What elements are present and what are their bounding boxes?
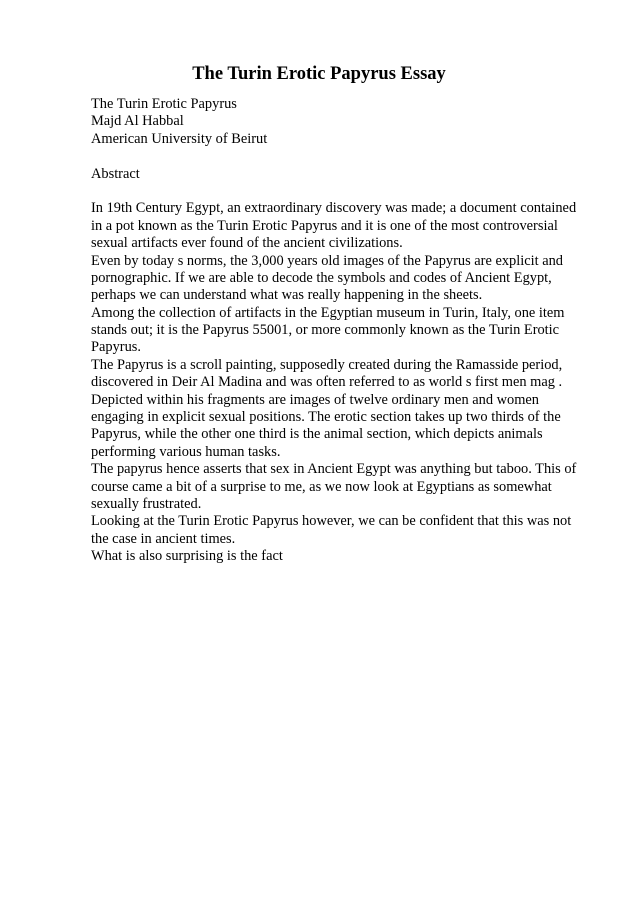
body-line: Among the collection of artifacts in the Egyptian museum in Turin, Italy, one item — [91, 304, 565, 321]
body-line: pornographic. If we are able to decode the symbols and codes of Ancient Egypt, — [91, 269, 552, 286]
body-line: Looking at the Turin Erotic Papyrus however, we can be confident that this was not — [91, 513, 572, 530]
abstract-label: Abstract — [91, 165, 140, 182]
body-line: The papyrus hence asserts that sex in Ancient Egypt was anything but taboo. This of — [91, 461, 577, 478]
spacer — [91, 148, 591, 165]
body-line: Papyrus. — [91, 339, 141, 356]
body-line: Even by today s norms, the 3,000 years old images of the Papyrus are explicit and — [91, 252, 563, 269]
body-line: perhaps we can understand what was really happening in the sheets. — [91, 287, 483, 304]
body-line: course came a bit of a surprise to me, as we now look at Egyptians as somewhat — [91, 478, 552, 495]
body-line: In 19th Century Egypt, an extraordinary discovery was made; a document contained — [91, 200, 577, 217]
body-line: Depicted within his fragments are images of twelve ordinary men and women — [91, 391, 539, 408]
body-line: stands out; it is the Papyrus 55001, or more commonly known as the Turin Erotic — [91, 322, 560, 339]
document-title: The Turin Erotic Papyrus Essay — [192, 64, 446, 84]
body-line: performing various human tasks. — [91, 443, 281, 460]
body-line: The Papyrus is a scroll painting, supposedly created during the Ramasside period, — [91, 356, 563, 373]
body-line: sexually frustrated. — [91, 495, 202, 512]
header-line-institution: American University of Beirut — [91, 130, 268, 147]
spacer — [91, 183, 591, 200]
body-line: in a pot known as the Turin Erotic Papyrus and it is one of the most controversial — [91, 217, 558, 234]
document-body — [91, 96, 591, 566]
body-line: Papyrus, while the other one third is the animal section, which depicts animals — [91, 426, 543, 443]
body-line: engaging in explicit sexual positions. The erotic section takes up two thirds of the — [91, 409, 561, 426]
body-line: discovered in Deir Al Madina and was often referred to as world s first men mag . — [91, 374, 563, 391]
header-line-author: Majd Al Habbal — [91, 113, 184, 130]
header-line-course: The Turin Erotic Papyrus — [91, 96, 237, 112]
body-line: sexual artifacts ever found of the ancient civilizations. — [91, 235, 403, 252]
body-line: the case in ancient times. — [91, 530, 236, 547]
body-line: What is also surprising is the fact — [91, 548, 283, 565]
